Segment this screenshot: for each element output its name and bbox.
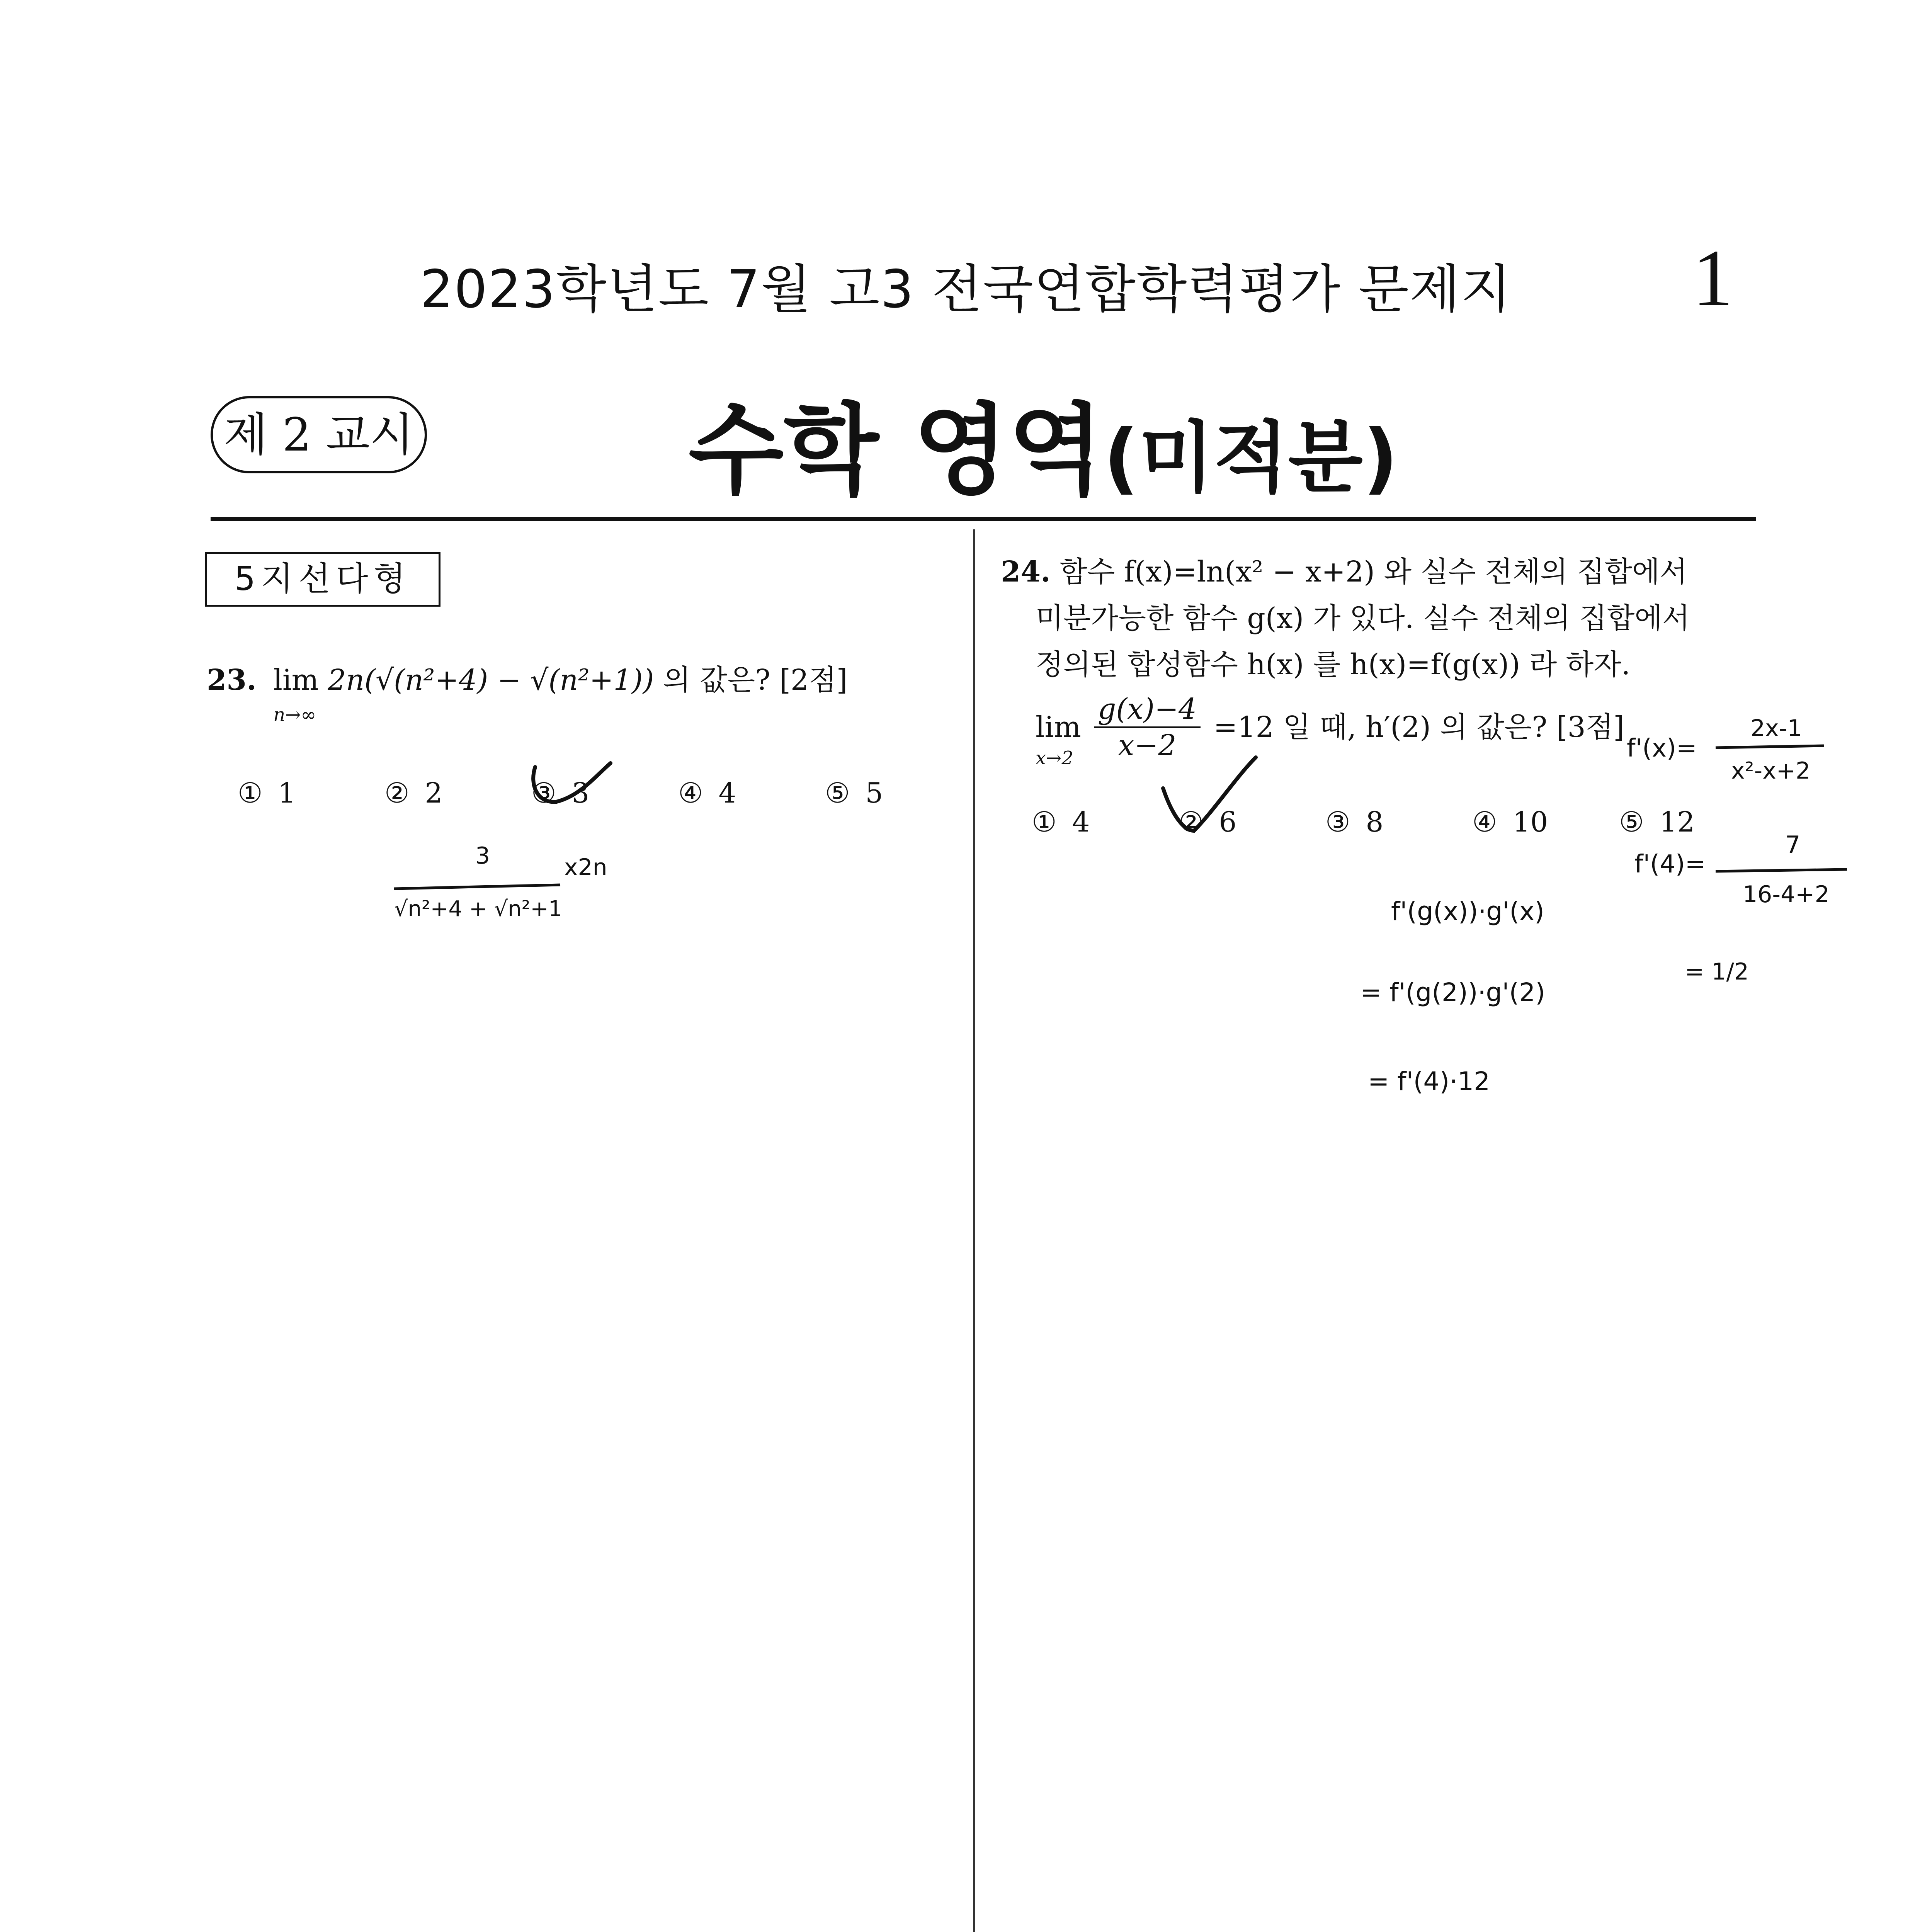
choice-2[interactable]: ② 2 bbox=[384, 777, 443, 809]
limit-subscript: x→2 bbox=[1036, 747, 1073, 769]
hw-q23-denominator: √n²+4 + √n²+1 bbox=[394, 896, 562, 922]
choices-23 bbox=[238, 777, 933, 815]
question-number: 24. bbox=[1001, 555, 1051, 588]
subject-main: 수학 영역 bbox=[688, 393, 1104, 508]
question-line-1: 함수 f(x)=ln(x² − x+2) 와 실수 전체의 집합에서 bbox=[1060, 555, 1687, 588]
header-rule bbox=[211, 517, 1756, 521]
hw-f4-lhs: f'(4)= bbox=[1634, 850, 1706, 879]
hw-chain-1: f'(g(x))·g'(x) bbox=[1391, 896, 1544, 926]
hw-fraction-bar bbox=[1716, 746, 1824, 748]
page-number: 1 bbox=[1692, 233, 1733, 323]
expression: 2n(√(n²+4) − √(n²+1)) bbox=[328, 663, 654, 697]
question-tail: =12 일 때, h′(2) 의 값은? [3점] bbox=[1213, 711, 1625, 744]
choice-4[interactable]: ④ 10 bbox=[1472, 806, 1548, 838]
subject-title bbox=[580, 371, 1507, 513]
fraction-denominator: x−2 bbox=[1118, 729, 1177, 762]
question-line-3: 정의된 합성함수 h(x) 를 h(x)=f(g(x)) 라 하자. bbox=[1036, 648, 1631, 681]
limit-subscript: n→∞ bbox=[273, 704, 316, 726]
hw-half: = 1/2 bbox=[1685, 958, 1749, 985]
choice-1[interactable]: ① 1 bbox=[238, 777, 296, 809]
choice-5[interactable]: ⑤ 12 bbox=[1619, 806, 1695, 838]
hw-fprime-num: 2x-1 bbox=[1750, 715, 1802, 742]
hw-fraction-bar bbox=[394, 885, 560, 889]
choice-3[interactable]: ③ 3 bbox=[531, 777, 590, 809]
choice-1[interactable]: ① 4 bbox=[1032, 806, 1090, 838]
column-divider bbox=[973, 529, 975, 1932]
choice-2[interactable]: ② 6 bbox=[1179, 806, 1237, 838]
exam-title: 2023학년도 7월 고3 전국연합학력평가 문제지 bbox=[420, 259, 1512, 320]
hw-chain-3: = f'(4)·12 bbox=[1368, 1066, 1490, 1096]
choices-24 bbox=[1032, 806, 1727, 844]
hw-f4-den: 16-4+2 bbox=[1743, 881, 1830, 908]
hw-f4-num: 7 bbox=[1785, 831, 1801, 859]
question-tail: 의 값은? [2점] bbox=[663, 663, 848, 697]
question-number: 23. bbox=[207, 663, 257, 697]
choice-5[interactable]: ⑤ 5 bbox=[825, 777, 883, 809]
question-23 bbox=[207, 657, 848, 726]
question-24 bbox=[1001, 549, 1690, 688]
limit bbox=[273, 657, 319, 726]
limit bbox=[1036, 704, 1081, 769]
question-24-condition bbox=[1036, 692, 1625, 769]
section-label: 5지선다형 bbox=[205, 552, 440, 607]
choice-3[interactable]: ③ 8 bbox=[1325, 806, 1384, 838]
fraction-numerator: g(x)−4 bbox=[1094, 692, 1201, 728]
subject-sub: (미적분) bbox=[1103, 413, 1398, 503]
choice-4[interactable]: ④ 4 bbox=[678, 777, 736, 809]
question-line-2: 미분가능한 함수 g(x) 가 있다. 실수 전체의 집합에서 bbox=[1036, 602, 1690, 635]
hw-q23-times: x2n bbox=[564, 854, 607, 881]
hw-chain-2: = f'(g(2))·g'(2) bbox=[1360, 978, 1546, 1007]
limit-word: lim bbox=[1036, 711, 1081, 744]
period-badge: 제 2 교시 bbox=[211, 396, 427, 473]
fraction bbox=[1094, 692, 1201, 763]
limit-word: lim bbox=[273, 663, 319, 697]
hw-fprime-den: x²-x+2 bbox=[1731, 757, 1811, 784]
hw-fraction-bar bbox=[1716, 869, 1847, 871]
hw-fprime-lhs: f'(x)= bbox=[1627, 734, 1697, 763]
hw-q23-numerator: 3 bbox=[475, 842, 490, 869]
